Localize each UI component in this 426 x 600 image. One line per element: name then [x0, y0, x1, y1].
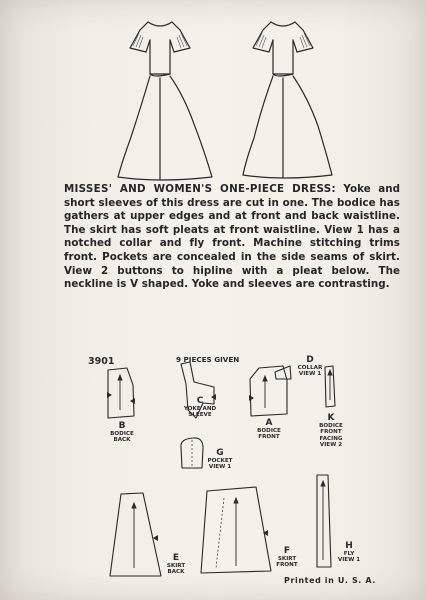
piece-a-shape	[250, 366, 287, 416]
dress-back-view-illustrations	[0, 0, 426, 190]
piece-g-label: G POCKET VIEW 1	[207, 448, 233, 471]
pattern-number: 3901	[88, 356, 115, 367]
piece-k-label: K BODICE FRONT FACING VIEW 2	[319, 413, 343, 449]
piece-b-shape	[108, 368, 134, 418]
description-title: MISSES' AND WOMEN'S ONE-PIECE DRESS:	[64, 183, 336, 195]
piece-c-label: C YOKE AND SLEEVE	[183, 396, 217, 419]
piece-e-shape	[110, 493, 161, 576]
pieces-given-label: 9 PIECES GIVEN	[176, 355, 240, 364]
dress-description	[64, 183, 400, 292]
dress-view-1-figure	[118, 22, 212, 180]
piece-b-label: B BODICE BACK	[110, 421, 134, 444]
piece-h-label: H FLY VIEW 1	[337, 541, 361, 564]
piece-d-label: D COLLAR VIEW 1	[297, 355, 323, 378]
piece-f-label: F SKIRT FRONT	[276, 546, 298, 569]
piece-a-label: A BODICE FRONT	[257, 418, 281, 441]
printed-in-usa: Printed in U. S. A.	[284, 576, 376, 585]
piece-e-label: E SKIRT BACK	[166, 553, 186, 576]
description-body: Yoke and short sleeves of this dress are cut in one. The bodice has gathers at upper edges and at front and back waistline. The skirt has soft pleats at front waistline. View 1 has a notched collar and fly front. Machine stitching trims front. Pockets are concealed in the side seams of skirt. View 2 buttons to hipline with a pleat below. The neckline is V shaped. Yoke and sleeves are contrasting.	[64, 183, 400, 291]
